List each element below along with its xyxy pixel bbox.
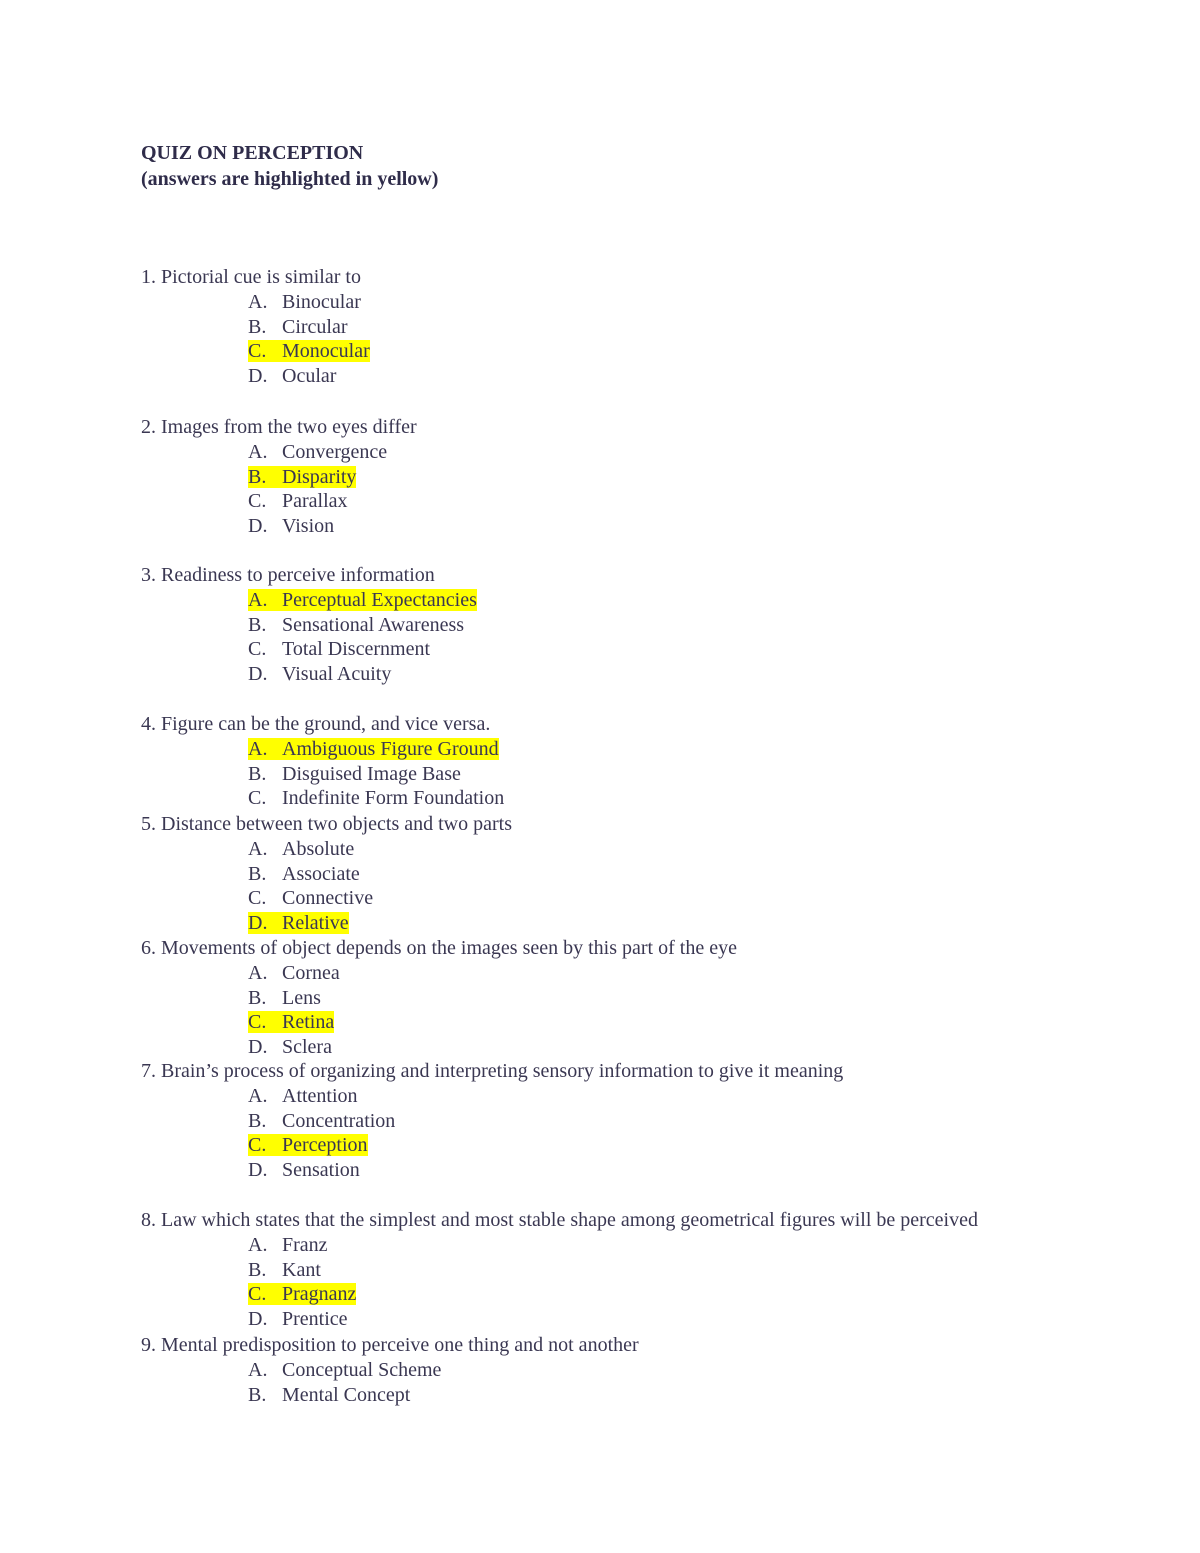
answer-option xyxy=(248,1258,321,1283)
answer-option-correct xyxy=(248,1282,356,1307)
question-prompt: 7. Brain’s process of organizing and interpreting sensory information to give it meaning xyxy=(141,1060,844,1082)
option-letter: C. xyxy=(248,490,267,513)
answer-option xyxy=(248,786,504,811)
option-content xyxy=(248,1308,348,1330)
option-text: Absolute xyxy=(282,837,355,860)
answer-option xyxy=(248,1035,332,1060)
option-text: Ambiguous Figure Ground xyxy=(282,737,499,760)
answer-option xyxy=(248,1109,395,1134)
option-content xyxy=(248,1085,358,1107)
answer-option xyxy=(248,489,348,514)
answer-option xyxy=(248,762,461,787)
option-letter: C. xyxy=(248,1011,267,1034)
answer-option xyxy=(248,1383,410,1408)
option-letter: C. xyxy=(248,1283,267,1306)
answer-option xyxy=(248,862,360,887)
option-letter: A. xyxy=(248,837,268,860)
option-letter: B. xyxy=(248,862,267,885)
option-letter: B. xyxy=(248,986,267,1009)
option-letter: D. xyxy=(248,1036,268,1059)
option-text: Lens xyxy=(282,986,321,1009)
option-content xyxy=(248,1110,395,1132)
option-content xyxy=(248,1036,332,1058)
answer-highlight xyxy=(248,589,477,611)
answer-option xyxy=(248,1358,441,1383)
answer-option-correct xyxy=(248,465,356,490)
option-content xyxy=(248,1359,441,1381)
option-content xyxy=(248,863,360,885)
answer-option xyxy=(248,1158,360,1183)
option-letter: C. xyxy=(248,1134,267,1157)
answer-option xyxy=(248,837,354,862)
option-text: Sclera xyxy=(282,1036,332,1059)
option-text: Sensation xyxy=(282,1159,360,1182)
option-text: Prentice xyxy=(282,1308,348,1331)
option-content xyxy=(248,638,430,660)
option-letter: C. xyxy=(248,638,267,661)
option-letter: B. xyxy=(248,465,267,488)
option-content xyxy=(248,1259,321,1281)
question-prompt: 3. Readiness to perceive information xyxy=(141,564,435,586)
option-letter: B. xyxy=(248,1258,267,1281)
option-letter: D. xyxy=(248,515,268,538)
option-letter: D. xyxy=(248,365,268,388)
option-letter: D. xyxy=(248,1308,268,1331)
option-letter: C. xyxy=(248,887,267,910)
answer-option xyxy=(248,514,334,539)
option-letter: C. xyxy=(248,787,267,810)
option-content xyxy=(248,887,373,909)
option-text: Perception xyxy=(282,1134,368,1157)
answer-option xyxy=(248,364,336,389)
option-text: Indefinite Form Foundation xyxy=(282,787,505,810)
option-content xyxy=(248,987,321,1009)
option-text: Relative xyxy=(282,912,349,935)
answer-option xyxy=(248,613,464,638)
question-prompt: 8. Law which states that the simplest and most stable shape among geometrical figures will be perceived xyxy=(141,1209,978,1231)
page-title: QUIZ ON PERCEPTION xyxy=(141,142,364,164)
option-letter: D. xyxy=(248,912,268,935)
answer-option-correct xyxy=(248,339,370,364)
option-content xyxy=(248,515,334,537)
option-content xyxy=(248,763,461,785)
option-letter: A. xyxy=(248,290,268,313)
option-text: Pragnanz xyxy=(282,1283,357,1306)
option-text: Associate xyxy=(282,862,360,885)
option-content xyxy=(248,962,340,984)
option-content xyxy=(248,838,354,860)
option-text: Sensational Awareness xyxy=(282,613,465,636)
option-letter: A. xyxy=(248,737,268,760)
option-text: Total Discernment xyxy=(282,638,430,661)
answer-highlight xyxy=(248,1011,334,1033)
answer-option xyxy=(248,290,361,315)
option-text: Retina xyxy=(282,1011,335,1034)
answer-option xyxy=(248,315,348,340)
option-text: Connective xyxy=(282,887,374,910)
option-text: Perceptual Expectancies xyxy=(282,588,477,611)
option-text: Binocular xyxy=(282,290,361,313)
option-text: Monocular xyxy=(282,340,370,363)
option-letter: B. xyxy=(248,613,267,636)
option-content xyxy=(248,365,336,387)
answer-highlight xyxy=(248,738,499,760)
option-text: Cornea xyxy=(282,961,340,984)
answer-key-note: (answers are highlighted in yellow) xyxy=(141,168,439,190)
option-letter: C. xyxy=(248,340,267,363)
answer-option xyxy=(248,986,321,1011)
option-text: Parallax xyxy=(282,490,348,513)
question-prompt: 9. Mental predisposition to perceive one thing and not another xyxy=(141,1334,639,1356)
answer-option xyxy=(248,886,373,911)
answer-option-correct xyxy=(248,1133,368,1158)
option-letter: B. xyxy=(248,1109,267,1132)
answer-option xyxy=(248,440,387,465)
option-letter: A. xyxy=(248,1233,268,1256)
answer-option xyxy=(248,1233,328,1258)
option-letter: A. xyxy=(248,961,268,984)
option-content xyxy=(248,291,361,313)
option-text: Convergence xyxy=(282,440,388,463)
option-text: Concentration xyxy=(282,1109,396,1132)
option-text: Circular xyxy=(282,315,348,338)
option-content xyxy=(248,1159,360,1181)
answer-option xyxy=(248,637,430,662)
question-prompt: 2. Images from the two eyes differ xyxy=(141,416,417,438)
option-text: Attention xyxy=(282,1084,358,1107)
option-letter: D. xyxy=(248,663,268,686)
option-text: Visual Acuity xyxy=(282,663,392,686)
option-text: Mental Concept xyxy=(282,1383,411,1406)
answer-highlight xyxy=(248,912,349,934)
option-text: Ocular xyxy=(282,365,337,388)
option-text: Vision xyxy=(282,515,335,538)
answer-highlight xyxy=(248,1134,368,1156)
option-content xyxy=(248,316,348,338)
question-prompt: 4. Figure can be the ground, and vice versa. xyxy=(141,713,491,735)
answer-option xyxy=(248,1307,348,1332)
question-prompt: 5. Distance between two objects and two parts xyxy=(141,813,513,835)
answer-highlight xyxy=(248,340,370,362)
option-content xyxy=(248,1234,328,1256)
option-content xyxy=(248,787,504,809)
question-prompt: 1. Pictorial cue is similar to xyxy=(141,266,361,288)
answer-option-correct xyxy=(248,737,499,762)
option-content xyxy=(248,441,387,463)
question-prompt: 6. Movements of object depends on the images seen by this part of the eye xyxy=(141,937,737,959)
answer-option-correct xyxy=(248,588,477,613)
answer-option xyxy=(248,1084,358,1109)
answer-highlight xyxy=(248,466,356,488)
option-letter: A. xyxy=(248,1084,268,1107)
option-text: Disguised Image Base xyxy=(282,762,461,785)
option-letter: D. xyxy=(248,1159,268,1182)
answer-option xyxy=(248,662,391,687)
option-text: Kant xyxy=(282,1258,321,1281)
answer-option-correct xyxy=(248,1010,334,1035)
option-content xyxy=(248,490,348,512)
option-content xyxy=(248,1384,410,1406)
answer-option-correct xyxy=(248,911,349,936)
option-letter: B. xyxy=(248,315,267,338)
answer-highlight xyxy=(248,1283,356,1305)
option-letter: B. xyxy=(248,1383,267,1406)
option-letter: B. xyxy=(248,762,267,785)
option-letter: A. xyxy=(248,1358,268,1381)
option-letter: A. xyxy=(248,440,268,463)
answer-option xyxy=(248,961,340,986)
option-content xyxy=(248,614,464,636)
option-text: Conceptual Scheme xyxy=(282,1358,442,1381)
option-text: Disparity xyxy=(282,465,357,488)
option-text: Franz xyxy=(282,1233,328,1256)
option-content xyxy=(248,663,391,685)
option-letter: A. xyxy=(248,588,268,611)
